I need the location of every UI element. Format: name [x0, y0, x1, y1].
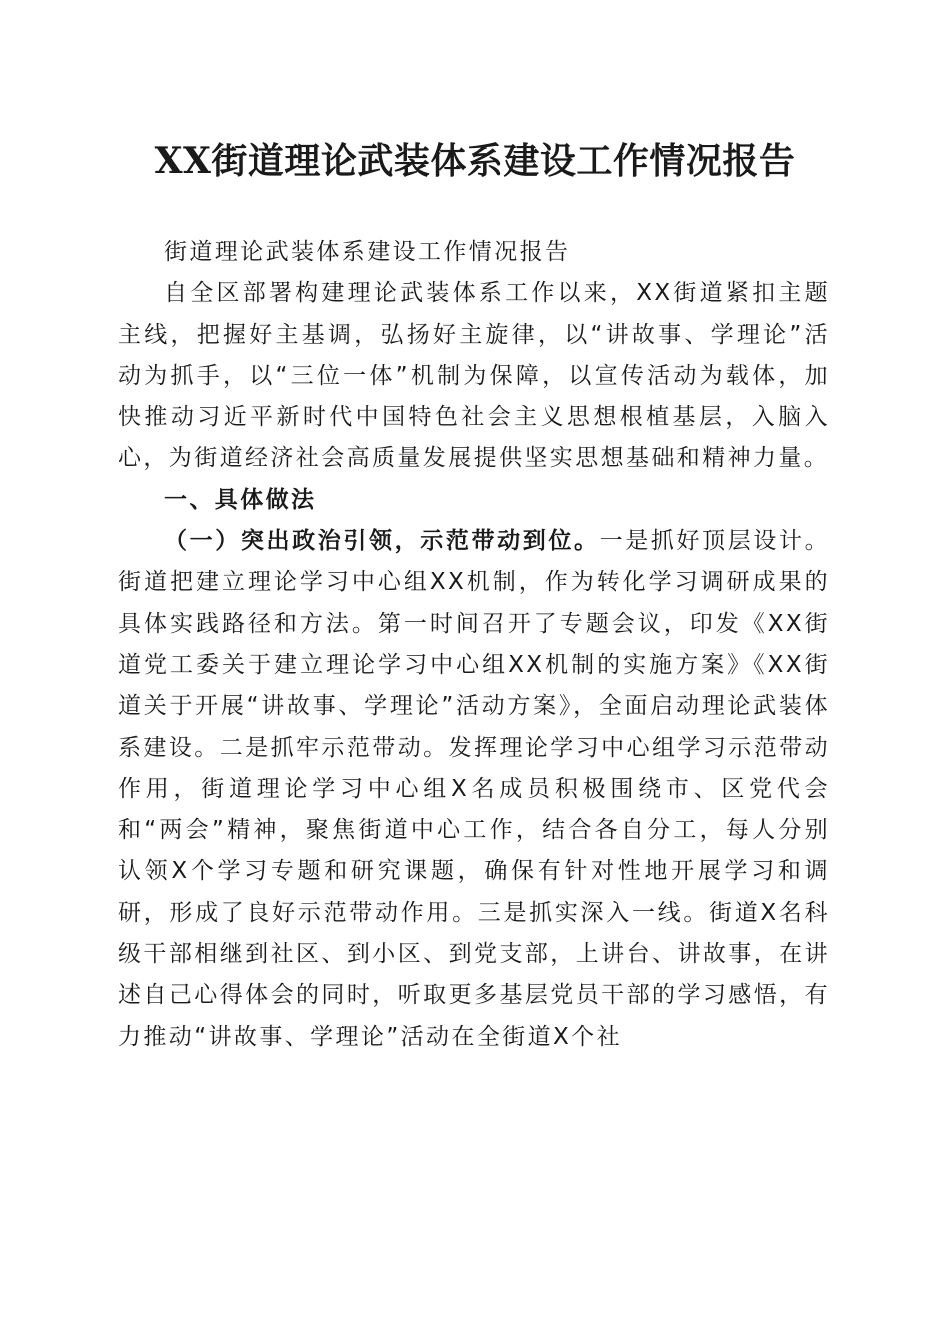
- item-body: 一是抓好顶层设计。街道把建立理论学习中心组XX机制，作为转化学习调研成果的具体实践路径和方法。第一时间召开了专题会议，印发《XX街道党工委关于建立理论学习中心组XX机制的实施方案》《XX街道关于开展“讲故事、学理论”活动方案》，全面启动理论武装体系建设。二是抓牢示范带动。发挥理论学习中心组学习示范带动作用，街道理论学习中心组X名成员积极围绕市、区党代会和“两会”精神，聚焦街道中心工作，结合各自分工，每人分别认领X个学习专题和研究课题，确保有针对性地开展学习和调研，形成了良好示范带动作用。三是抓实深入一线。街道X名科级干部相继到社区、到小区、到党支部，上讲台、讲故事，在讲述自己心得体会的同时，听取更多基层党员干部的学习感悟，有力推动“讲故事、学理论”活动在全街道X个社: [118, 528, 830, 1050]
- item-lead: （一）突出政治引领，示范带动到位。: [164, 528, 600, 555]
- item-paragraph: [118, 521, 830, 1058]
- document-body: [118, 232, 830, 1058]
- document-title: XX街道理论武装体系建设工作情况报告: [154, 140, 796, 182]
- document-subtitle: 街道理论武装体系建设工作情况报告: [164, 239, 571, 265]
- intro-paragraph: 自全区部署构建理论武装体系工作以来，XX街道紧扣主题主线，把握好主基调，弘扬好主旋律，以“讲故事、学理论”活动为抓手，以“三位一体”机制为保障，以宣传活动为载体，加快推动习近平新时代中国特色社会主义思想根植基层，入脑入心，为街道经济社会高质量发展提供坚实思想基础和精神力量。: [118, 280, 830, 472]
- section-heading: 一、具体做法: [164, 486, 317, 513]
